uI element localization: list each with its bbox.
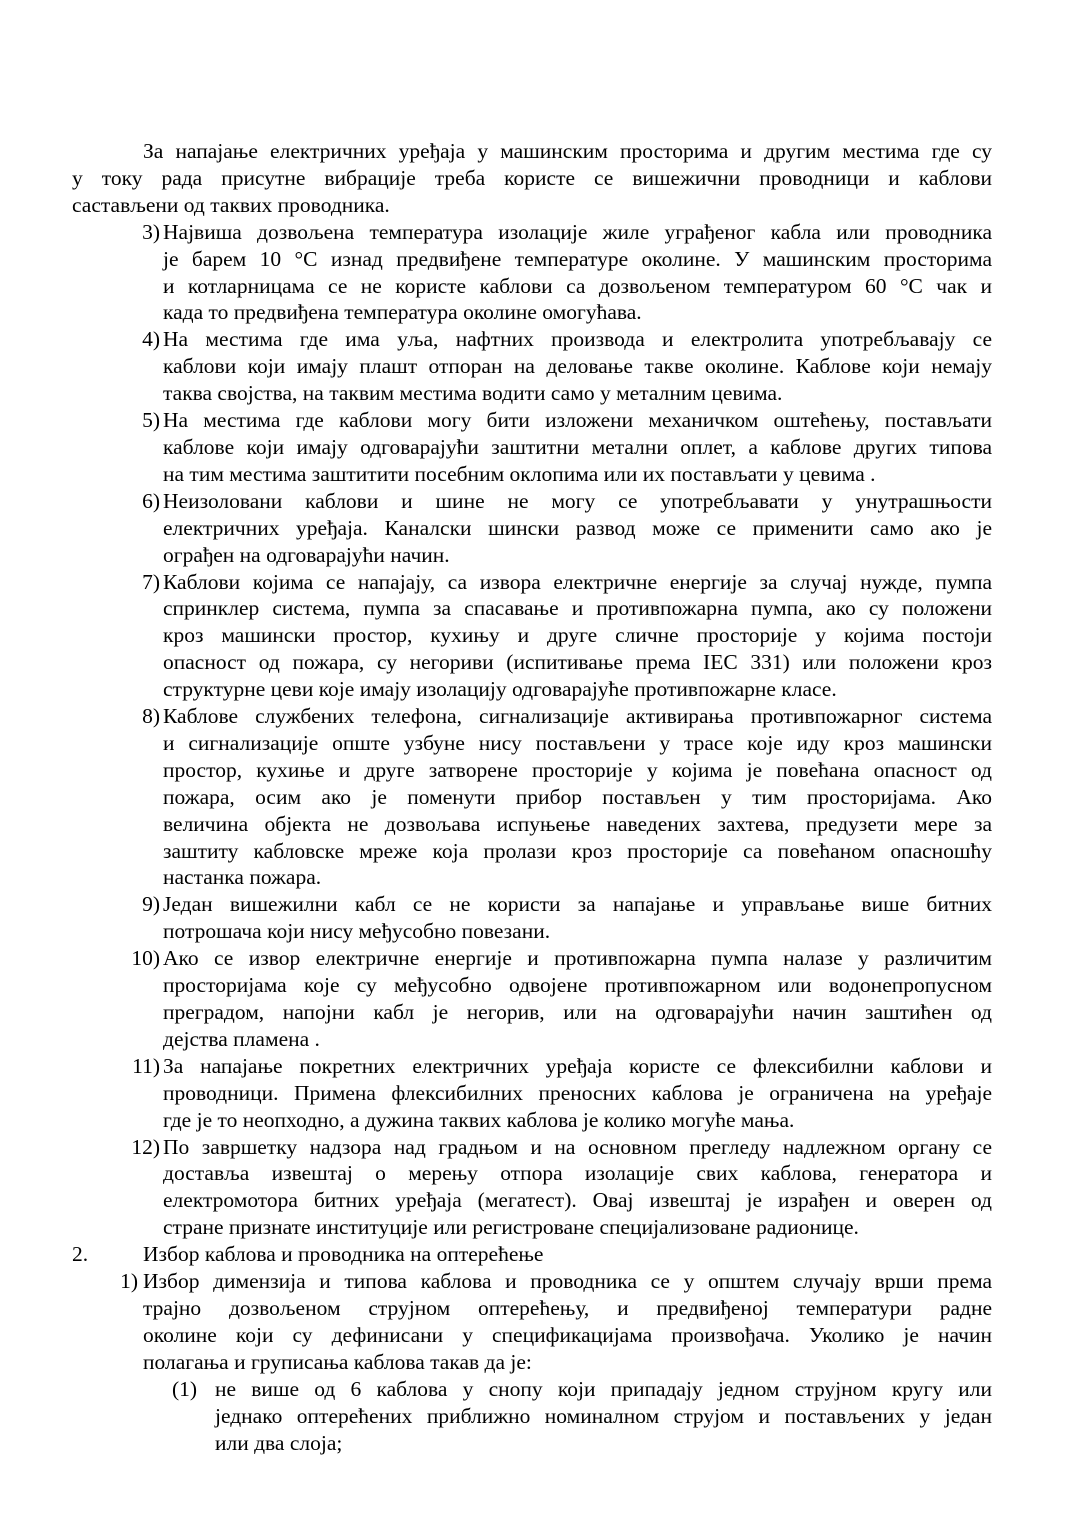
text-line: ограђен на одговарајући начин. [163,542,450,567]
sub-list-item [72,1376,992,1457]
text-line: каблове који имају одговарајући заштитни метални оплет, а каблове других типова [163,434,992,459]
text-line: каблови који имају плашт отпоран на деловање такве околине. Каблове који немају [163,354,992,379]
text-line: спринклер система, пумпа за спасавање и противпожарна пумпа, ако су положени [163,596,992,621]
list-marker: 2. [72,1242,89,1267]
list-item [72,326,992,407]
text-line: стране признате институције или регистроване специјализоване радионице. [163,1215,859,1240]
text-line: дејства пламена . [163,1026,320,1051]
text-line: састављени од таквих проводника. [72,192,390,217]
list-item [72,488,992,569]
text-line: заштиту кабловске мреже која пролази кроз просторије са повећаном опасношћу [163,838,992,863]
list-marker: 1) [120,1269,138,1294]
list-item [72,1268,992,1376]
list-item [72,569,992,704]
text-line: На местима где има уља, нафтних производа и електролита употребљавају се [163,327,992,352]
text-line: електричних уређаја. Каналски шински развод може се применити само ако је [163,515,992,540]
text-line: околине који су дефинисани у спецификацијама произвођача. Уколико је начин [143,1322,992,1347]
text-line: настанка пожара. [163,865,322,890]
text-line: просторијама које су међусобно одвојене противпожарном или водонепропусном [163,973,992,998]
list-item [72,1134,992,1242]
text-line: електромотора битних уређаја (мегатест). Овај извештај је израђен и оверен од [163,1188,992,1213]
text-line: и сигнализације опште узбуне нису постављени у трасе које иду кроз машински [163,730,992,755]
text-line: где је то неопходно, а дужина таквих каблова је колико могуће мања. [163,1107,795,1132]
list-marker: 6) [142,488,160,513]
paragraph [72,138,992,219]
text-line: проводници. Примена флексибилних преносних каблова је ограничена на уређаје [163,1080,992,1105]
text-line: Ако се извор електричне енергије и противпожарна пумпа налазе у различитим [163,946,992,971]
text-line: не више од 6 каблова у снопу који припадају једном струјном кругу или [215,1376,992,1401]
text-line: трајно дозвољеном струјном оптерећењу, и предвиђеној температури радне [143,1295,992,1320]
list-item [72,1053,992,1134]
list-item [72,219,992,327]
text-line: пожара, осим ако је поменути прибор постављен у тим просторијама. Ако [163,784,992,809]
text-line: на тим местима заштитити посебним оклопима или их постављати у цевима . [163,461,876,486]
text-line: структурне цеви које имају изолацију одговарајуће противпожарне класе. [163,677,837,702]
list-marker: 8) [142,704,160,729]
list-marker: 9) [142,892,160,917]
list-marker: 5) [142,408,160,433]
list-item [72,407,992,488]
text-line: Највиша дозвољена температура изолације жиле уграђеног кабла или проводника [163,219,992,244]
text-line: По завршетку надзора над градњом и на основном прегледу надлежном органу се [163,1134,992,1159]
text-line: простор, кухиње и друге затворене просторије у којима је повећана опасност од [163,757,992,782]
text-line: кроз машински простор, кухињу и друге сличне просторије у којима постоји [163,623,992,648]
text-line: величина објекта не дозвољава испуњење наведених захтева, предузети мере за [163,811,992,836]
text-line: једнако оптерећених приближно номиналном струјом и постављених у један [215,1403,992,1428]
list-item [72,891,992,945]
text-line: На местима где каблови могу бити изложени механичком оштећењу, постављати [163,408,992,433]
text-line: За напајање електричних уређаја у машинским просторима и другим местима где су [143,139,992,163]
list-item [72,703,992,891]
text-line: полагања и груписања каблова такав да је: [143,1349,532,1374]
list-marker: (1) [172,1376,198,1401]
text-line: Каблови којима се напајају, са извора електричне енергије за случај нужде, пумпа [163,569,992,594]
list-item [72,945,992,1053]
text-line: Један вишежилни кабл се не користи за напајање и управљање више битних [163,892,992,917]
text-line: је барем 10 °C изнад предвиђене температуре околине. У машинским просторима [163,246,992,271]
text-line: или два слоја; [215,1430,343,1455]
list-marker: 7) [142,569,160,594]
list-marker: 10) [131,946,160,971]
text-line: За напајање покретних електричних уређаја користе се флексибилни каблови и [163,1053,992,1078]
text-line: Избор димензија и типова каблова и проводника се у општем случају врши према [143,1269,992,1294]
list-marker: 12) [131,1134,160,1159]
text-line: опасност од пожара, су негориви (испитивање према IEC 331) или положени кроз [163,650,992,675]
text-line: и котларницама се не користе каблови са дозвољеном температуром 60 °C чак и [163,273,992,298]
text-line: Каблове службених телефона, сигнализације активирања противпожарног система [163,704,992,729]
text-line: таква својства, на таквим местима водити само у металним цевима. [163,381,783,406]
text-line: преградом, напојни кабл је негорив, или на одговарајући начин заштићен од [163,1000,992,1024]
text-line: Неизоловани каблови и шине не могу се употребљавати у унутрашњости [163,488,992,513]
list-marker: 3) [142,219,160,244]
list-marker: 4) [142,327,160,352]
text-line: у току рада присутне вибрације треба користе се вишежични проводници и каблови [72,165,992,190]
section-heading [72,1241,992,1268]
list-marker: 11) [132,1053,160,1078]
text-line: доставља извештај о мерењу отпора изолације свих каблова, генератора и [163,1161,992,1186]
text-line: Избор каблова и проводника на оптерећење [143,1242,544,1267]
text-line: када то предвиђена температура околине омогућава. [163,300,642,325]
document-body [72,138,992,1456]
text-line: потрошача који нису међусобно повезани. [163,919,551,944]
